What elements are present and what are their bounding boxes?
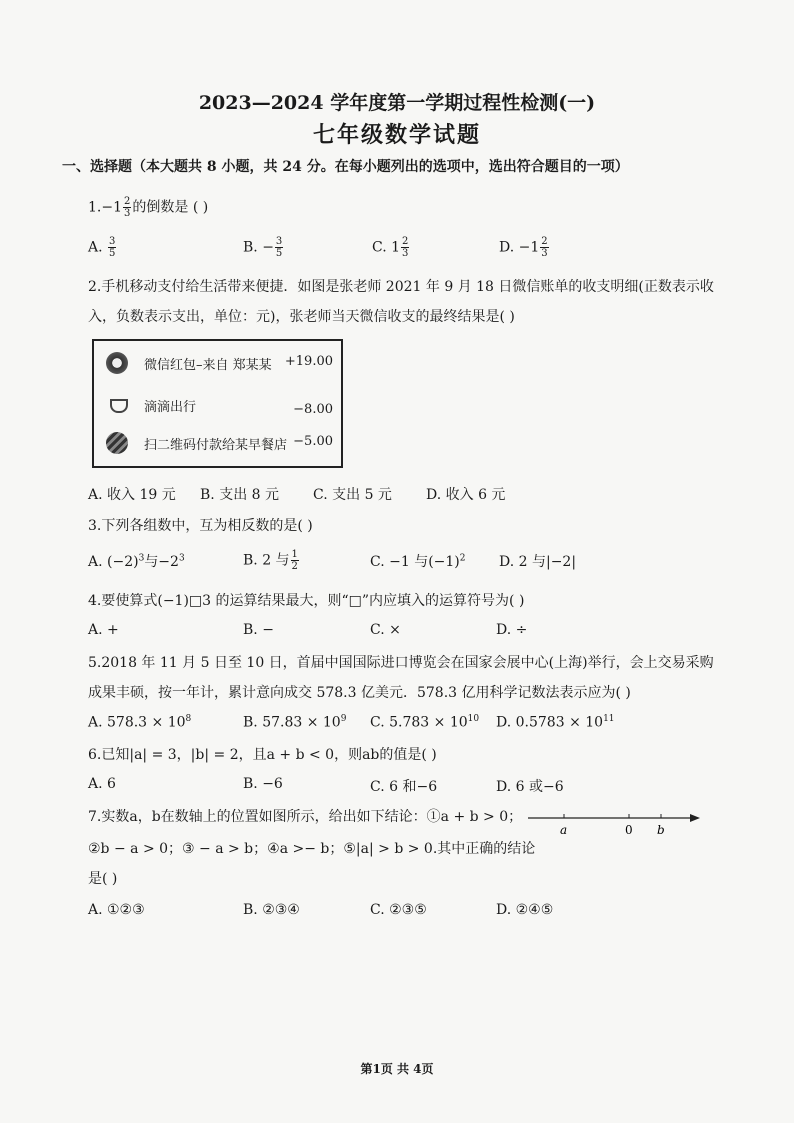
question-6-option-d: D. 6 或−6 <box>496 779 564 795</box>
question-4-option-b: B. − <box>243 622 274 638</box>
question-3-option-b: B. 2 与 $\frac{1}{2}$ <box>243 549 298 572</box>
red-packet-icon <box>106 352 128 374</box>
section-heading: 一、选择题（本大题共 8 小题，共 24 分。在每小题列出的选项中，选出符合题目的一项） <box>62 159 629 175</box>
question-2-option-a: A. 收入 19 元 <box>88 487 176 503</box>
question-7-option-c: C. ②③⑤ <box>370 902 427 918</box>
axis-label-0: 0 <box>625 823 633 837</box>
question-6-option-c: C. 6 和−6 <box>370 779 438 795</box>
question-1-option-c: C. 1 $\frac{2}{3}$ <box>372 236 409 259</box>
question-3-option-a: A. $(-2)^3$与$-2^3$ <box>88 553 185 570</box>
question-7-stem-line3: 是( ) <box>88 871 118 887</box>
bill-row-amount: −8.00 <box>293 402 333 417</box>
question-4-option-d: D. ÷ <box>496 622 528 638</box>
question-6-option-a: A. 6 <box>88 776 116 792</box>
question-3-option-c: C. −1 与$(-1)^2$ <box>370 553 466 570</box>
number-line-figure <box>528 812 700 842</box>
question-4-option-c: C. × <box>370 622 401 638</box>
cup-icon <box>110 399 128 413</box>
qr-shop-icon <box>106 432 128 454</box>
axis-label-a: a <box>560 823 568 837</box>
question-1-option-a: A. $\frac{3}{5}$ <box>88 236 116 259</box>
question-1-stem: 1.−1 $\frac{2}{3}$ 的倒数是 ( ) <box>88 196 209 219</box>
bill-row-label: 滴滴出行 <box>144 400 197 415</box>
question-7-option-d: D. ②④⑤ <box>496 902 554 918</box>
bill-row <box>94 349 341 379</box>
bill-row <box>94 391 341 421</box>
exam-title: 2023—2024 学年度第一学期过程性检测(一) <box>198 92 596 114</box>
question-2-stem-line2: 入，负数表示支出，单位：元)，张老师当天微信收支的最终结果是( ) <box>88 309 515 325</box>
axis-label-b: b <box>657 823 665 837</box>
page-footer: 第1页 共 4页 <box>360 1062 434 1076</box>
question-5-option-c: C. $5.783 \times 10^{10}$ <box>370 714 480 731</box>
question-7-option-a: A. ①②③ <box>88 902 145 918</box>
question-2-option-c: C. 支出 5 元 <box>313 487 392 503</box>
question-2-stem-line1: 2.手机移动支付给生活带来便捷．如图是张老师 2021 年 9 月 18 日微信账单的收支明细(正数表示收 <box>88 279 714 295</box>
bill-row-label: 扫二维码付款给某早餐店 <box>144 438 288 453</box>
wechat-bill-figure <box>92 339 343 468</box>
bill-row <box>94 429 341 459</box>
question-2-option-d: D. 收入 6 元 <box>426 487 506 503</box>
question-7-stem-line2: ②b − a > 0；③ − a > b；④a >− b；⑤|a| > b > 0.其中正确的结论 <box>88 841 536 857</box>
question-5-option-d: D. $0.5783 \times 10^{11}$ <box>496 714 615 731</box>
question-2-option-b: B. 支出 8 元 <box>200 487 279 503</box>
question-7-stem-line1: 7.实数a，b在数轴上的位置如图所示，给出如下结论：①a + b > 0； <box>88 809 523 825</box>
bill-row-amount: +19.00 <box>284 354 333 369</box>
question-4-option-a: A. + <box>88 622 119 638</box>
exam-subtitle: 七年级数学试题 <box>312 122 481 148</box>
question-5-stem-line1: 5.2018 年 11 月 5 日至 10 日，首届中国国际进口博览会在国家会展中心(上海)举行，会上交易采购 <box>88 655 714 671</box>
question-5-stem-line2: 成果丰硕，按一年计，累计意向成交 578.3 亿美元．578.3 亿用科学记数法表示应为( ) <box>88 685 631 701</box>
question-3-stem: 3.下列各组数中，互为相反数的是( ) <box>88 518 313 534</box>
question-5-option-a: A. $578.3 \times 10^8$ <box>88 714 192 731</box>
question-3-option-d: D. 2 与|−2| <box>499 554 577 570</box>
question-1-option-b: B. − $\frac{3}{5}$ <box>243 236 283 259</box>
bill-row-amount: −5.00 <box>293 434 333 449</box>
question-6-stem: 6.已知|a| = 3，|b| = 2，且a + b < 0，则ab的值是( ) <box>88 747 437 763</box>
question-7-option-b: B. ②③④ <box>243 902 300 918</box>
question-5-option-b: B. $57.83 \times 10^9$ <box>243 714 347 731</box>
question-4-stem: 4.要使算式(−1)□3 的运算结果最大，则“□”内应填入的运算符号为( ) <box>88 593 525 609</box>
question-6-option-b: B. −6 <box>243 776 283 792</box>
question-1-option-d: D. −1 $\frac{2}{3}$ <box>499 236 548 259</box>
number-line-arrow <box>690 814 700 822</box>
bill-row-label: 微信红包–来自 郑某某 <box>144 358 272 373</box>
